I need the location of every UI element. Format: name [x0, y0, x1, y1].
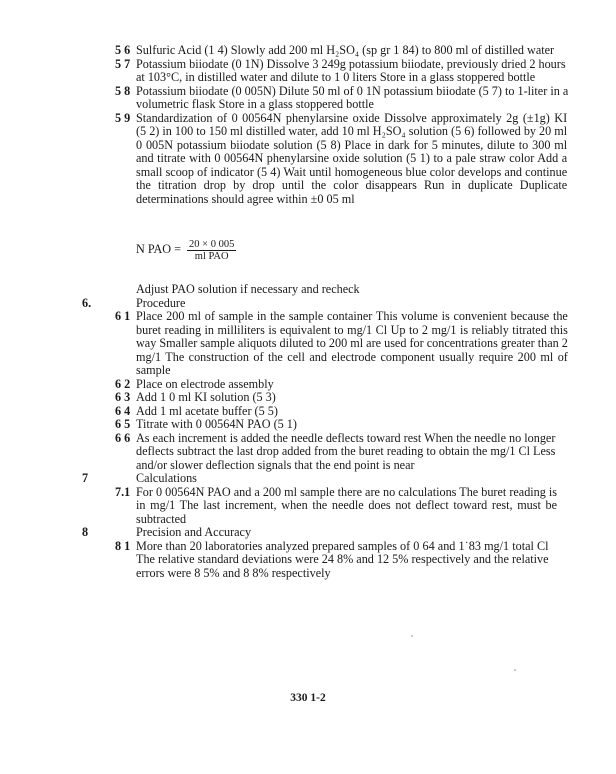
equation-fraction — [187, 239, 236, 262]
numbered-item — [82, 309, 568, 378]
numbered-item — [82, 43, 555, 58]
item-number: 5 7 — [115, 56, 131, 71]
numbered-item — [82, 110, 568, 207]
text-line: Potassium biiodate (0 1N) Dissolve 3 249g potassium biiodate, previously dried 2 hours — [136, 56, 566, 71]
item-text — [136, 418, 534, 432]
text-line: 0 005N potassium biiodate solution (5 8) Place in dark for 5 minutes, dilute to 300 ml — [136, 137, 568, 152]
item-number: 6 1 — [115, 309, 131, 323]
section-heading — [82, 472, 534, 486]
text-line: and titrate with 0 00564N phenylarsine oxide solution (5 1) to a pale straw color Add a — [136, 151, 568, 165]
section-number: 7 — [82, 471, 89, 485]
equation-numerator: 20 × 0 005 — [189, 238, 235, 250]
equation-denominator: ml PAO — [194, 250, 229, 262]
text-line: More than 20 laboratories analyzed prepared samples of 0 64 and 1˙83 mg/1 total Cl — [136, 538, 549, 553]
text-line: errors were 8 5% and 8 8% respectively — [136, 565, 331, 580]
text-line: buret reading in milliliters is equivalent to mg/1 Cl Up to 2 mg/1 is reliably titrated this — [136, 322, 568, 337]
numbered-item — [82, 56, 566, 85]
text-line: subtracted — [136, 511, 187, 526]
reagent-list — [82, 43, 569, 206]
text-line: Sulfuric Acid (1 4) Slowly add 200 ml H₂SO₄ (sp gr 1 84) to 800 ml of distilled water — [136, 43, 555, 57]
equation-lhs: N PAO = — [136, 242, 182, 257]
numbered-item — [82, 418, 534, 432]
numbered-item — [82, 538, 549, 581]
text-line: Place 200 ml of sample in the sample container This volume is convenient because the — [136, 309, 568, 323]
npao-equation — [136, 239, 534, 261]
section-title: Precision and Accuracy — [136, 525, 252, 539]
section-title: Procedure — [136, 295, 186, 310]
item-text — [136, 58, 566, 85]
text-line: Potassium biiodate (0 005N) Dilute 50 ml of 0 1N potassium biiodate (5 7) to 1-liter in a — [136, 83, 569, 98]
item-text — [136, 85, 568, 112]
text-line: deflects subtract the last drop added from the buret reading to obtain the mg/1 Cl Less — [136, 444, 556, 458]
numbered-item — [82, 378, 534, 392]
item-text — [136, 44, 554, 58]
text-line: small scoop of indicator (5 4) Wait until homogeneous blue color develops and continue — [136, 164, 568, 179]
item-number: 7.1 — [115, 484, 131, 499]
section-number: 8 — [82, 525, 89, 539]
item-number: 6 6 — [115, 430, 131, 445]
numbered-item — [82, 484, 558, 527]
document-body — [82, 43, 569, 580]
section-number: 6. — [82, 295, 92, 310]
item-text — [136, 432, 555, 473]
item-number: 5 9 — [115, 110, 131, 125]
text-line: determinations should agree within ±0 05 ml — [136, 191, 355, 206]
numbered-item — [82, 83, 569, 112]
item-number: 6 2 — [115, 376, 131, 391]
numbered-item — [82, 391, 534, 405]
item-number: 6 4 — [115, 403, 131, 418]
scan-speck — [514, 669, 516, 671]
item-number: 8 1 — [115, 538, 131, 553]
text-line: Add 1 ml acetate buffer (5 5) — [136, 403, 278, 418]
text-line: Add 1 0 ml KI solution (5 3) — [136, 390, 276, 404]
section-heading — [82, 526, 534, 540]
text-line: The relative standard deviations were 24 8% and 12 5% respectively and the relative — [136, 552, 549, 566]
numbered-item — [82, 405, 534, 419]
text-line: As each increment is added the needle deflects toward rest When the needle no longer — [136, 430, 556, 445]
item-text — [136, 486, 557, 527]
text-line: volumetric flask Store in a glass stoppered bottle — [136, 97, 374, 111]
adjust-note: Adjust PAO solution if necessary and recheck — [136, 282, 360, 296]
item-text — [136, 378, 534, 392]
item-text — [136, 112, 567, 207]
text-line: way Smaller sample aliquots diluted to 200 ml are used for concentrations greater than 2 — [136, 336, 568, 350]
scan-speck — [411, 635, 413, 637]
text-line: Place on electrode assembly — [136, 376, 274, 391]
text-line: in mg/1 The last increment, when the needle does not deflect toward rest, must be — [136, 498, 558, 512]
text-line: Titrate with 0 00564N PAO (5 1) — [136, 417, 297, 431]
item-text — [136, 540, 549, 581]
item-number: 5 6 — [115, 43, 131, 57]
text-line: sample — [136, 363, 171, 377]
item-number: 6 5 — [115, 417, 131, 431]
item-number: 5 8 — [115, 83, 131, 98]
item-text — [136, 405, 534, 419]
item-text — [136, 310, 568, 378]
text-line: mg/1 The construction of the cell and electrode component usually require 200 ml of — [136, 349, 568, 364]
section-heading — [82, 297, 534, 311]
text-line: at 103°C, in distilled water and dilute to 1 0 liters Store in a glass stoppered bottle — [136, 70, 536, 84]
section-title: Calculations — [136, 471, 197, 485]
item-text — [136, 391, 534, 405]
text-line: the titration drop by drop until the color disappears Run in duplicate Duplicate — [136, 178, 568, 192]
page-number: 330 1-2 — [290, 692, 326, 704]
numbered-item — [82, 430, 556, 473]
text-line: For 0 00564N PAO and a 200 ml sample there are no calculations The buret reading is — [136, 484, 558, 499]
text-line: and/or slower deflection signals that the end point is near — [136, 457, 415, 472]
item-number: 6 3 — [115, 390, 131, 404]
text-line: Standardization of 0 00564N phenylarsine oxide Dissolve approximately 2g (±1g) KI — [136, 110, 568, 125]
sections — [82, 295, 568, 581]
text-line: (5 2) in 100 to 150 ml distilled water, add 10 ml H₂SO₄ solution (5 6) followed by 20 ml — [136, 124, 568, 138]
